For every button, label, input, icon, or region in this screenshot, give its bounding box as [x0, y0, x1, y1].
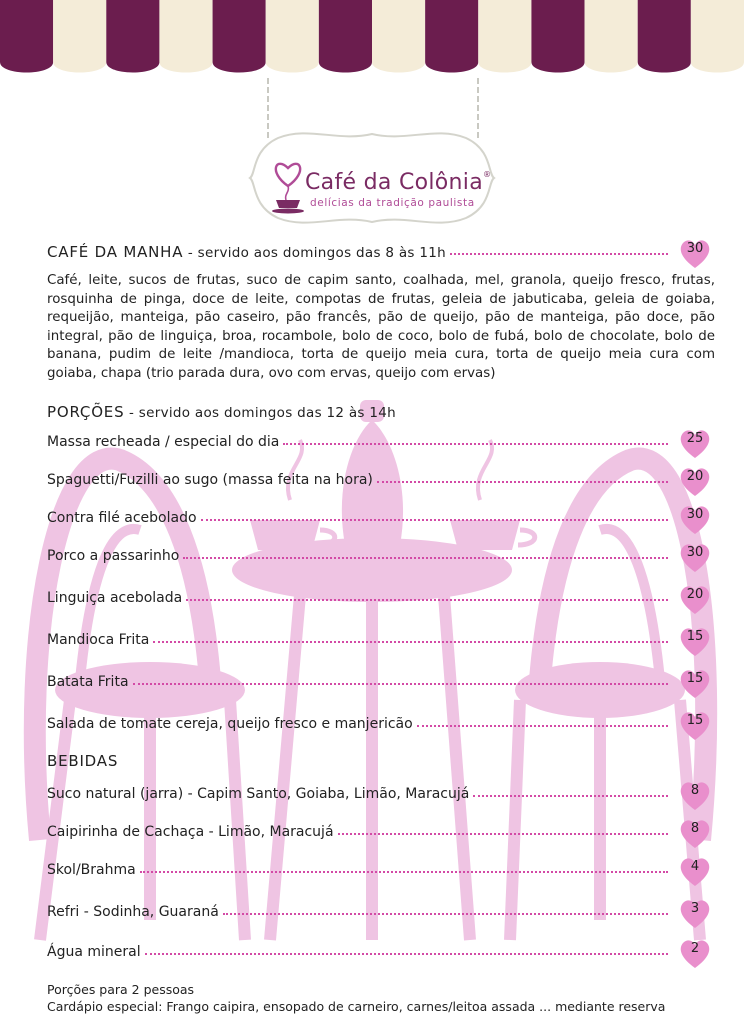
drinks-item-row [47, 782, 712, 806]
portions-title: PORÇÕES - servido aos domingos das 12 às 14h [47, 403, 396, 421]
price-heart-icon [678, 937, 712, 967]
breakfast-description: Café, leite, sucos de frutas, suco de capim santo, coalhada, mel, granola, queijo fresco, frutas, rosquinha de pinga, doce de leite, compotas de frutas, geleia de jabuticaba, geleia de goiaba, requeijão, manteiga, pão caseiro, pão francês, pão de queijo, pão de manteiga, pão doce, pão integral, pão de linguiça, broa, rocambole, bolo de coco, bolo de fubá, bolo de chocolate, bolo de banana, pudim de leite /mandioca, torta de queijo meia cura, torta de queijo meia cura com goiaba, chapa (trio parada dura, ovo com ervas, queijo com ervas) [47, 273, 715, 381]
price-heart-icon [678, 583, 712, 613]
footer-special-menu: Cardápio especial: Frango caipira, ensopado de carneiro, carnes/leitoa assada ... mediante reserva [47, 999, 666, 1014]
leader-dots [417, 725, 668, 727]
footer-portion-note: Porções para 2 pessoas [47, 982, 195, 997]
portions-item-name: Spaguetti/Fuzilli ao sugo (massa feita na hora) [47, 472, 373, 488]
price-heart-icon [678, 855, 712, 885]
portions-item-row [47, 712, 712, 736]
leader-dots [223, 913, 668, 915]
leader-dots [377, 481, 668, 483]
leader-dots [140, 871, 668, 873]
leader-dots [153, 641, 668, 643]
portions-item-row [47, 544, 712, 568]
leader-dots [473, 795, 668, 797]
portions-item-row [47, 586, 712, 610]
portions-item-price: 15 [686, 713, 704, 728]
price-heart-icon [678, 237, 712, 267]
drinks-item-row [47, 820, 712, 844]
leader-dots [283, 443, 668, 445]
brand-tagline: delícias da tradição paulista [310, 197, 475, 209]
portions-item-name: Massa recheada / especial do dia [47, 434, 280, 450]
price-heart-icon [678, 465, 712, 495]
portions-item-name: Mandioca Frita [47, 632, 150, 648]
portions-item-price: 20 [686, 587, 704, 602]
price-heart-icon [678, 667, 712, 697]
portions-item-price: 25 [686, 431, 704, 446]
portions-item-row [47, 506, 712, 530]
breakfast-header-row [47, 240, 712, 264]
portions-item-row [47, 468, 712, 492]
portions-item-row [47, 670, 712, 694]
portions-item-price: 20 [686, 469, 704, 484]
drinks-item-price: 2 [690, 941, 700, 956]
price-heart-icon [678, 427, 712, 457]
drinks-item-row [47, 900, 712, 924]
portions-item-name: Contra filé acebolado [47, 510, 197, 526]
drinks-item-name: Skol/Brahma [47, 862, 136, 878]
leader-dots [186, 599, 668, 601]
price-heart-icon [678, 709, 712, 739]
drinks-item-price: 4 [690, 859, 700, 874]
drinks-item-price: 8 [690, 821, 700, 836]
price-heart-icon [678, 625, 712, 655]
leader-dots [183, 557, 668, 559]
breakfast-price: 30 [686, 241, 704, 256]
leader-dots [145, 953, 668, 955]
portions-item-price: 15 [686, 629, 704, 644]
portions-item-price: 30 [686, 545, 704, 560]
price-heart-icon [678, 817, 712, 847]
price-heart-icon [678, 897, 712, 927]
leader-dots [338, 833, 668, 835]
drinks-item-price: 3 [690, 901, 700, 916]
drinks-title: BEBIDAS [47, 752, 119, 770]
drinks-item-name: Suco natural (jarra) - Capim Santo, Goiaba, Limão, Maracujá [47, 786, 470, 802]
portions-item-name: Salada de tomate cereja, queijo fresco e manjericão [47, 716, 413, 732]
portions-item-row [47, 430, 712, 454]
portions-item-row [47, 628, 712, 652]
leader-dots [450, 253, 668, 255]
breakfast-title: CAFÉ DA MANHA - servido aos domingos das 8 às 11h [47, 243, 446, 261]
drinks-item-name: Caipirinha de Cachaça - Limão, Maracujá [47, 824, 334, 840]
portions-item-name: Porco a passarinho [47, 548, 180, 564]
price-heart-icon [678, 779, 712, 809]
price-heart-icon [678, 503, 712, 533]
portions-item-price: 30 [686, 507, 704, 522]
drinks-item-name: Água mineral [47, 944, 141, 960]
brand-name: Café da Colônia® [305, 170, 492, 195]
price-heart-icon [678, 541, 712, 571]
drinks-item-name: Refri - Sodinha, Guaraná [47, 904, 219, 920]
leader-dots [201, 519, 668, 521]
drinks-item-row [47, 940, 712, 964]
drinks-item-price: 8 [690, 783, 700, 798]
leader-dots [133, 683, 668, 685]
portions-item-name: Linguiça acebolada [47, 590, 183, 606]
portions-item-name: Batata Frita [47, 674, 129, 690]
portions-item-price: 15 [686, 671, 704, 686]
drinks-item-row [47, 858, 712, 882]
